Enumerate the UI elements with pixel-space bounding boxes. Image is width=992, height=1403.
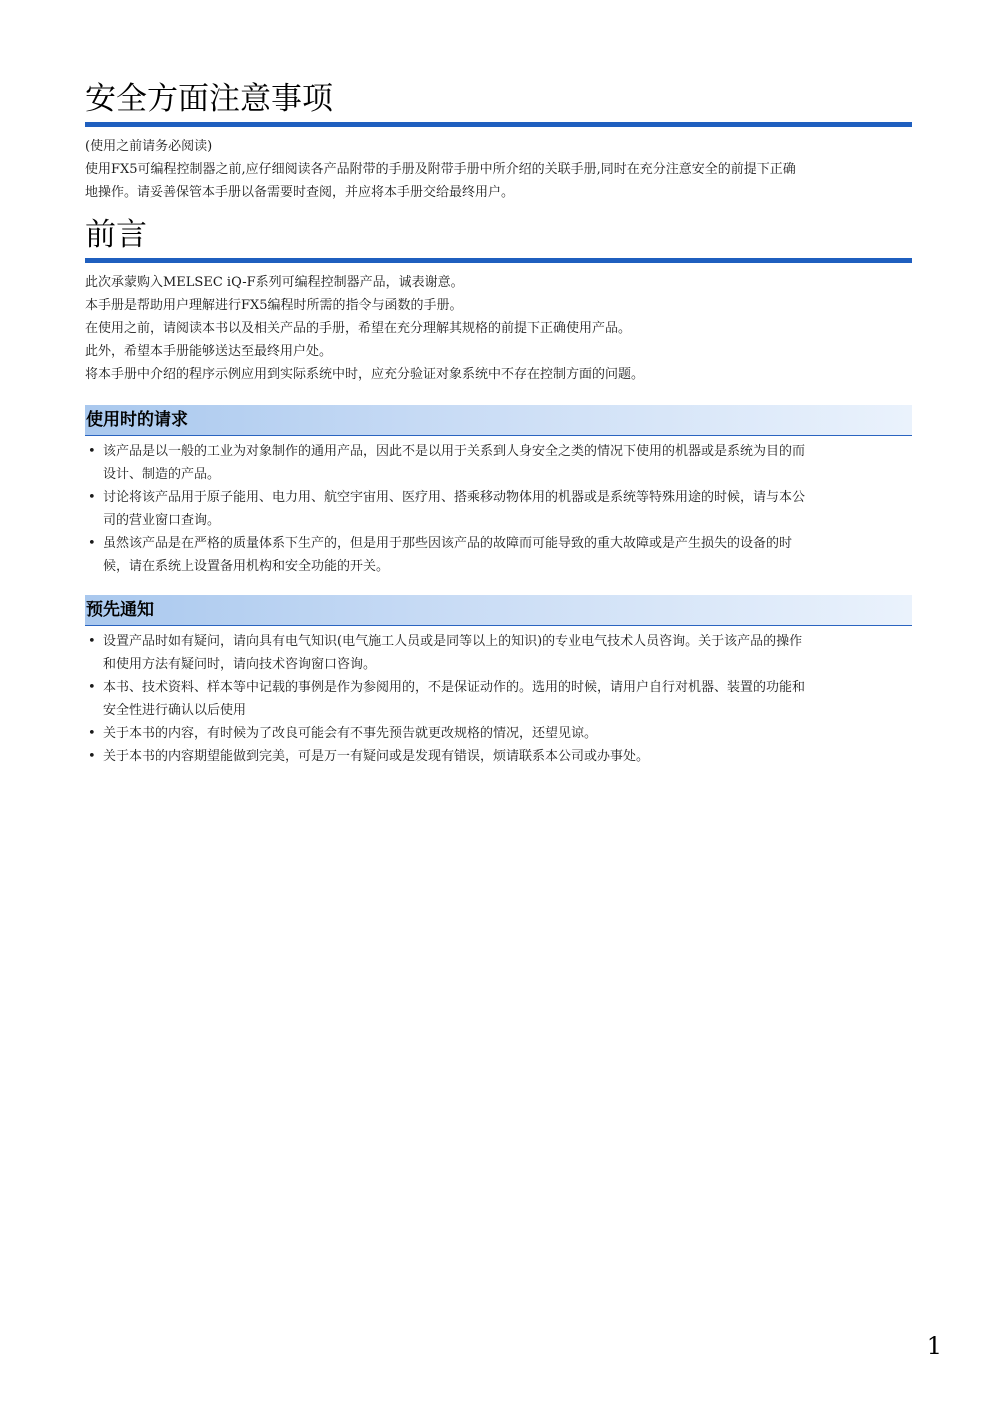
safety-text [85,135,912,204]
safety-line: 地操作。请妥善保管本手册以备需要时查阅，并应将本手册交给最终用户。 [85,185,515,200]
list-item [85,440,912,486]
list-item-line: 关于本书的内容期望能做到完美，可是万一有疑问或是发现有错误，烦请联系本公司或办事处。 [103,749,650,764]
bullet-icon: • [88,490,96,505]
list-item-line: 该产品是以一般的工业为对象制作的通用产品，因此不是以用于关系到人身安全之类的情况下使用的机器或是系统为目的而 [103,444,806,459]
list-item-line: 本书、技术资料、样本等中记载的事例是作为参阅用的，不是保证动作的。选用的时候，请用户自行对机器、装置的功能和 [103,680,806,695]
document-page [85,78,912,768]
bullet-icon: • [88,444,96,459]
list-item-line: 虽然该产品是在严格的质量体系下生产的，但是用于那些因该产品的故障而可能导致的重大故障或是产生损失的设备的时 [103,536,793,551]
page-number: 1 [926,1332,942,1360]
list-item [85,630,912,676]
foreword-line: 此次承蒙购入MELSEC iQ-F系列可编程控制器产品，诚表谢意。 [85,275,464,290]
list-item-line: 设置产品时如有疑问，请向具有电气知识(电气施工人员或是同等以上的知识)的专业电气技术人员咨询。关于该产品的操作 [103,634,803,649]
safety-line: 使用FX5可编程控制器之前,应仔细阅读各产品附带的手册及附带手册中所介绍的关联手册,同时在充分注意安全的前提下正确 [85,162,796,177]
list-item-line: 安全性进行确认以后使用 [103,703,247,718]
list-item-line: 司的营业窗口查询。 [103,513,221,528]
foreword-text [85,271,912,386]
bullet-icon: • [88,634,96,649]
list-item [85,722,912,745]
usage-request-heading: 使用时的请求 [85,405,912,436]
foreword-line: 在使用之前，请阅读本书以及相关产品的手册，希望在充分理解其规格的前提下正确使用产品。 [85,321,632,336]
list-item-line: 和使用方法有疑问时，请向技术咨询窗口咨询。 [103,657,377,672]
usage-request-list [85,440,912,578]
list-item [85,532,912,578]
bullet-icon: • [88,536,96,551]
advance-notice-list [85,630,912,768]
bullet-icon: • [88,749,96,764]
foreword-heading: 前言 [85,214,912,263]
list-item-line: 关于本书的内容，有时候为了改良可能会有不事先预告就更改规格的情况，还望见谅。 [103,726,598,741]
safety-line: (使用之前请务必阅读) [85,139,213,154]
list-item-line: 候，请在系统上设置备用机构和安全功能的开关。 [103,559,390,574]
safety-heading: 安全方面注意事项 [85,78,912,127]
list-item [85,676,912,722]
foreword-line: 此外，希望本手册能够送达至最终用户处。 [85,344,333,359]
bullet-icon: • [88,726,96,741]
foreword-line: 将本手册中介绍的程序示例应用到实际系统中时，应充分验证对象系统中不存在控制方面的问题。 [85,367,645,382]
advance-notice-heading: 预先通知 [85,595,912,626]
foreword-line: 本手册是帮助用户理解进行FX5编程时所需的指令与函数的手册。 [85,298,463,313]
list-item [85,486,912,532]
list-item-line: 讨论将该产品用于原子能用、电力用、航空宇宙用、医疗用、搭乘移动物体用的机器或是系统等特殊用途的时候，请与本公 [103,490,806,505]
list-item-line: 设计、制造的产品。 [103,467,221,482]
list-item [85,745,912,768]
bullet-icon: • [88,680,96,695]
